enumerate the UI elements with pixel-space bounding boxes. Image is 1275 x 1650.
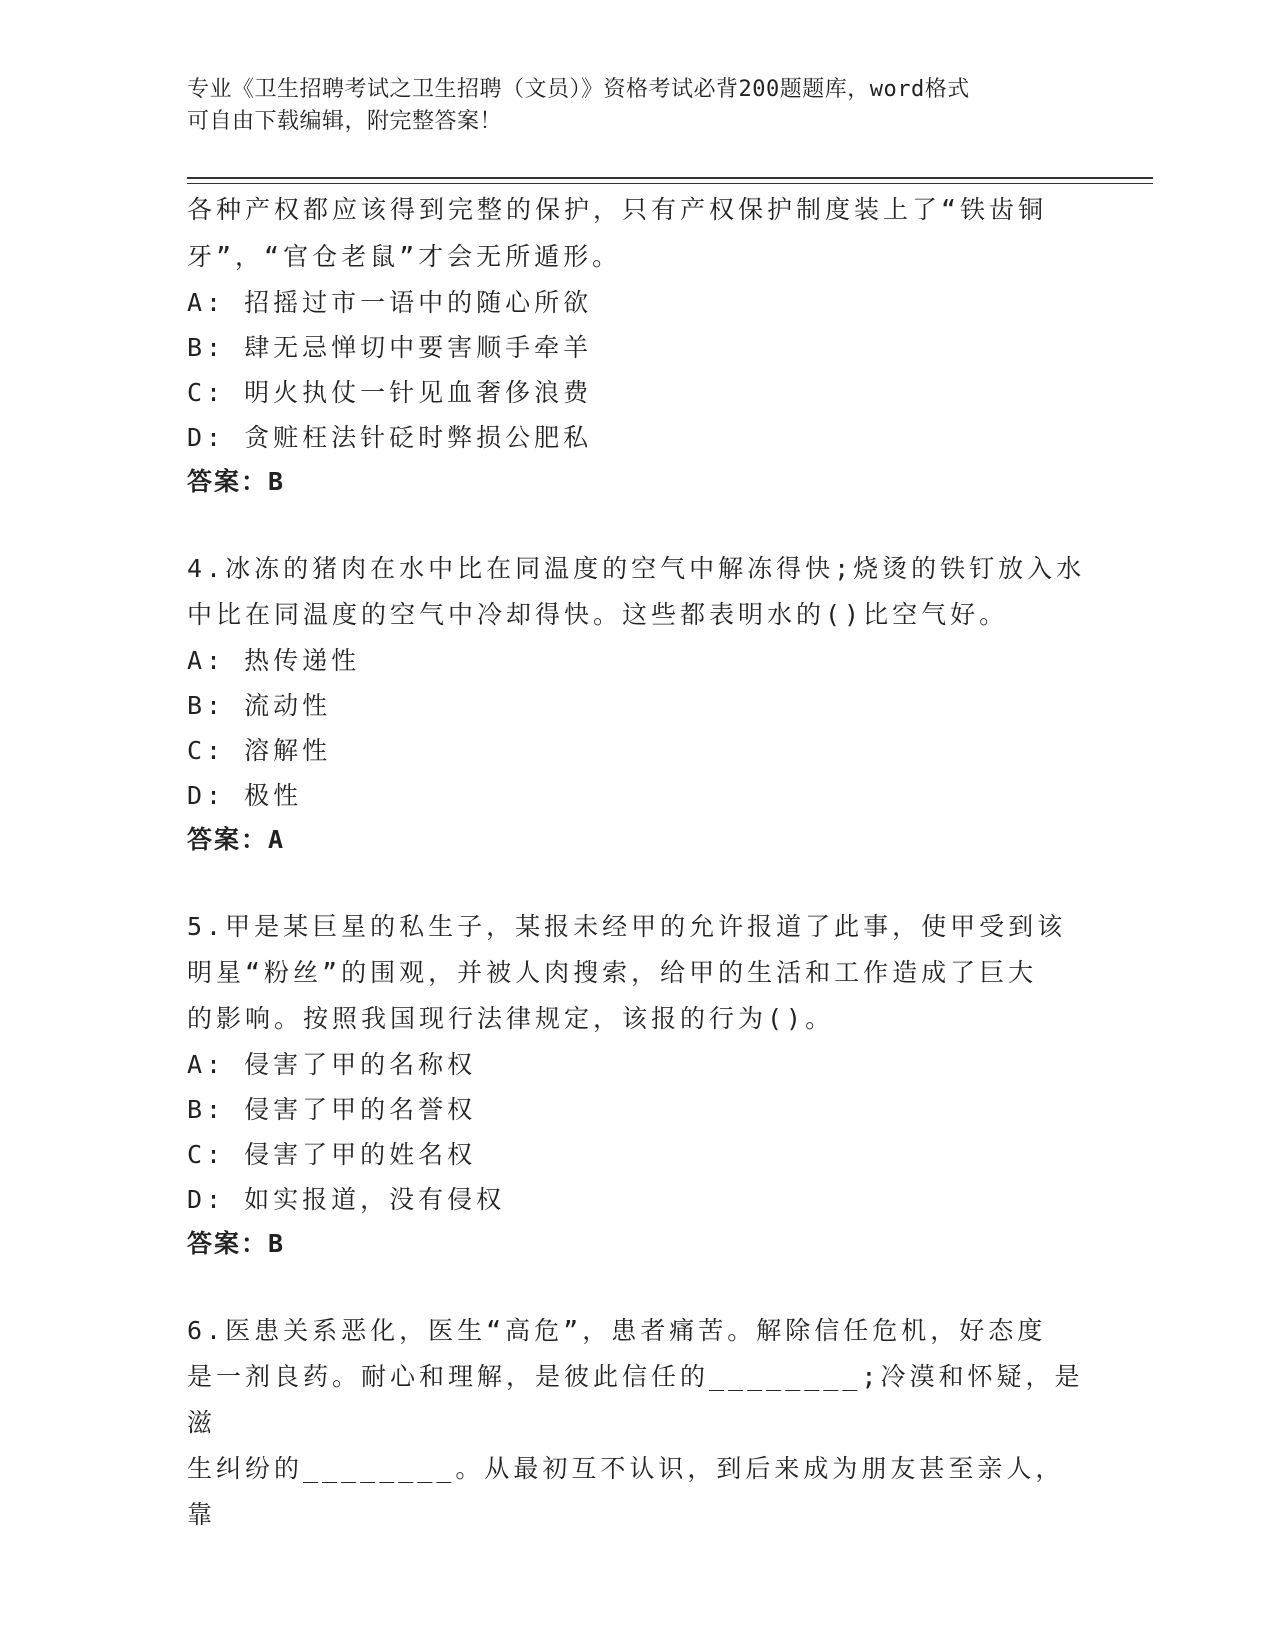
question-5 bbox=[187, 904, 1087, 1266]
option-d: D: 贪赃枉法针砭时弊损公肥私 bbox=[187, 423, 593, 452]
answer: 答案：B bbox=[187, 1229, 286, 1258]
question-text-line: 中比在同温度的空气中冷却得快。这些都表明水的()比空气好。 bbox=[187, 600, 1009, 629]
question-4 bbox=[187, 546, 1087, 862]
option-b: B: 流动性 bbox=[187, 691, 332, 720]
option-d: D: 如实报道，没有侵权 bbox=[187, 1185, 506, 1214]
question-text-line: 4.冰冻的猪肉在水中比在同温度的空气中解冻得快;烧烫的铁钉放入水 bbox=[187, 554, 1086, 583]
question-text-line: 的影响。按照我国现行法律规定，该报的行为()。 bbox=[187, 1004, 835, 1033]
option-a: A: 招摇过市一语中的随心所欲 bbox=[187, 288, 593, 317]
option-a: A: 热传递性 bbox=[187, 646, 361, 675]
header-line-1: 专业《卫生招聘考试之卫生招聘（文员）》资格考试必背200题题库，word格式 bbox=[187, 77, 970, 102]
question-3 bbox=[187, 186, 1087, 504]
question-text-line: 5.甲是某巨星的私生子，某报未经甲的允许报道了此事，使甲受到该 bbox=[187, 912, 1067, 941]
answer: 答案：A bbox=[187, 825, 286, 854]
option-c: C: 侵害了甲的姓名权 bbox=[187, 1140, 477, 1169]
option-b: B: 肆无忌惮切中要害顺手牵羊 bbox=[187, 333, 593, 362]
question-text-line: 是一剂良药。耐心和理解，是彼此信任的________;冷漠和怀疑，是滋 bbox=[187, 1362, 1084, 1437]
option-d: D: 极性 bbox=[187, 781, 303, 810]
option-a: A: 侵害了甲的名称权 bbox=[187, 1050, 477, 1079]
option-c: C: 溶解性 bbox=[187, 736, 332, 765]
question-text-line: 6.医患关系恶化，医生“高危”，患者痛苦。解除信任危机，好态度 bbox=[187, 1316, 1047, 1345]
question-6 bbox=[187, 1308, 1087, 1538]
question-text-line: 牙”，“官仓老鼠”才会无所遁形。 bbox=[187, 242, 622, 271]
question-text-line: 各种产权都应该得到完整的保护，只有产权保护制度装上了“铁齿铜 bbox=[187, 195, 1048, 224]
header-rule-thin bbox=[187, 183, 1153, 184]
option-b: B: 侵害了甲的名誉权 bbox=[187, 1095, 477, 1124]
question-list bbox=[187, 186, 1087, 1538]
document-header bbox=[187, 74, 1067, 138]
header-rule-thick bbox=[187, 177, 1153, 179]
header-line-2: 可自由下载编辑，附完整答案！ bbox=[187, 109, 503, 134]
question-text-line: 生纠纷的________。从最初互不认识，到后来成为朋友甚至亲人，靠 bbox=[187, 1454, 1065, 1529]
question-text-line: 明星“粉丝”的围观，并被人肉搜索，给甲的生活和工作造成了巨大 bbox=[187, 958, 1038, 987]
answer: 答案：B bbox=[187, 467, 286, 496]
option-c: C: 明火执仗一针见血奢侈浪费 bbox=[187, 378, 593, 407]
